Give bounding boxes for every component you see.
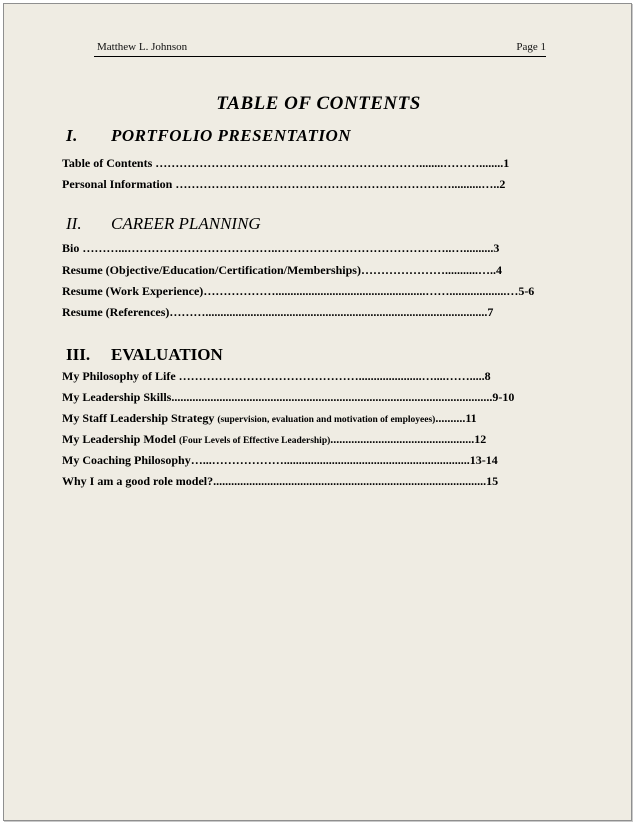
toc-entry-role-model[interactable]: [62, 474, 498, 488]
toc-entry-page: 15: [486, 474, 499, 488]
toc-entry-resume-objective[interactable]: [62, 263, 502, 277]
toc-entry-leader: …………………...........…..: [360, 263, 496, 277]
section-heading-evaluation: [66, 345, 223, 365]
toc-entry-personal-information[interactable]: [62, 177, 505, 191]
header-author: Matthew L. Johnson: [97, 41, 188, 53]
page-header: [94, 40, 546, 57]
toc-entry-label: My Leadership Skills: [62, 390, 172, 404]
toc-entry-page: 7: [487, 305, 494, 319]
toc-entry-leader: ..........: [435, 411, 466, 425]
section-number: I.: [66, 126, 78, 145]
toc-entry-page: 11: [465, 411, 477, 425]
toc-entry-label: My Coaching Philosophy: [62, 453, 191, 467]
section-heading-career-planning: [66, 214, 261, 234]
document-page: [3, 3, 632, 821]
section-heading-portfolio: [66, 126, 351, 146]
toc-entry-leader: ……………………………………………………………..........…..: [175, 177, 500, 191]
toc-entry-page: 13-14: [469, 453, 498, 467]
toc-entry-subtitle: (Four Levels of Effective Leadership): [179, 436, 331, 446]
toc-entry-page: 1: [503, 156, 510, 170]
toc-entry-page: 9-10: [492, 390, 515, 404]
toc-entry-label: Resume (Objective/Education/Certification/Memberships): [62, 263, 361, 277]
toc-entry-leader: ................................................: [330, 432, 475, 446]
toc-entry-leader: ……………………………………….....................…....…….....: [178, 369, 485, 383]
toc-entry-page: 5-6: [518, 284, 535, 298]
toc-entry-leader: ………...………………………………..……………………………………..…..........: [82, 241, 494, 255]
toc-entry-label: Resume (References): [62, 305, 170, 319]
section-number: III.: [66, 345, 91, 364]
toc-entry-label: Bio: [62, 241, 83, 255]
toc-entry-table-of-contents[interactable]: [62, 156, 509, 170]
section-title: PORTFOLIO PRESENTATION: [111, 126, 352, 145]
toc-entry-philosophy-of-life[interactable]: [62, 369, 491, 383]
toc-entry-subtitle: (supervision, evaluation and motivation of employees): [217, 415, 436, 425]
toc-entry-label: Personal Information: [62, 177, 176, 191]
toc-entry-label: Resume (Work Experience): [62, 284, 204, 298]
toc-entry-bio[interactable]: [62, 241, 499, 255]
toc-entry-page: 3: [493, 241, 500, 255]
toc-entry-leader: ...........................................................................................................: [171, 390, 493, 404]
toc-entry-resume-work-experience[interactable]: [62, 284, 534, 298]
toc-entry-page: 12: [474, 432, 487, 446]
section-number: II.: [66, 214, 82, 233]
toc-entry-leadership-skills[interactable]: [62, 390, 514, 404]
toc-entry-coaching-philosophy[interactable]: [62, 453, 498, 467]
toc-entry-label: My Staff Leadership Strategy: [62, 411, 218, 425]
section-title: EVALUATION: [111, 345, 223, 364]
toc-entry-staff-leadership-strategy[interactable]: [62, 411, 477, 427]
toc-entry-leader: …………………………………………………………........………........: [155, 156, 504, 170]
toc-entry-leadership-model[interactable]: [62, 432, 486, 448]
toc-entry-label: Why I am a good role model?: [62, 474, 214, 488]
toc-entry-label: Table of Contents: [62, 156, 156, 170]
section-title: CAREER PLANNING: [111, 214, 261, 233]
header-page-number: Page 1: [516, 41, 546, 53]
toc-entry-page: 4: [495, 263, 502, 277]
toc-entry-resume-references[interactable]: [62, 305, 493, 319]
toc-entry-leader: …...………………..............................................................: [190, 453, 470, 467]
toc-entry-leader: ………………..................................................……...................…: [203, 284, 519, 298]
toc-entry-page: 8: [484, 369, 491, 383]
toc-entry-page: 2: [499, 177, 506, 191]
toc-entry-leader: ...........................................................................................: [213, 474, 487, 488]
toc-entry-leader: ………..............................................................................................: [169, 305, 488, 319]
page-title: TABLE OF CONTENTS: [216, 93, 421, 114]
toc-entry-label: My Leadership Model: [62, 432, 179, 446]
toc-entry-label: My Philosophy of Life: [62, 369, 179, 383]
